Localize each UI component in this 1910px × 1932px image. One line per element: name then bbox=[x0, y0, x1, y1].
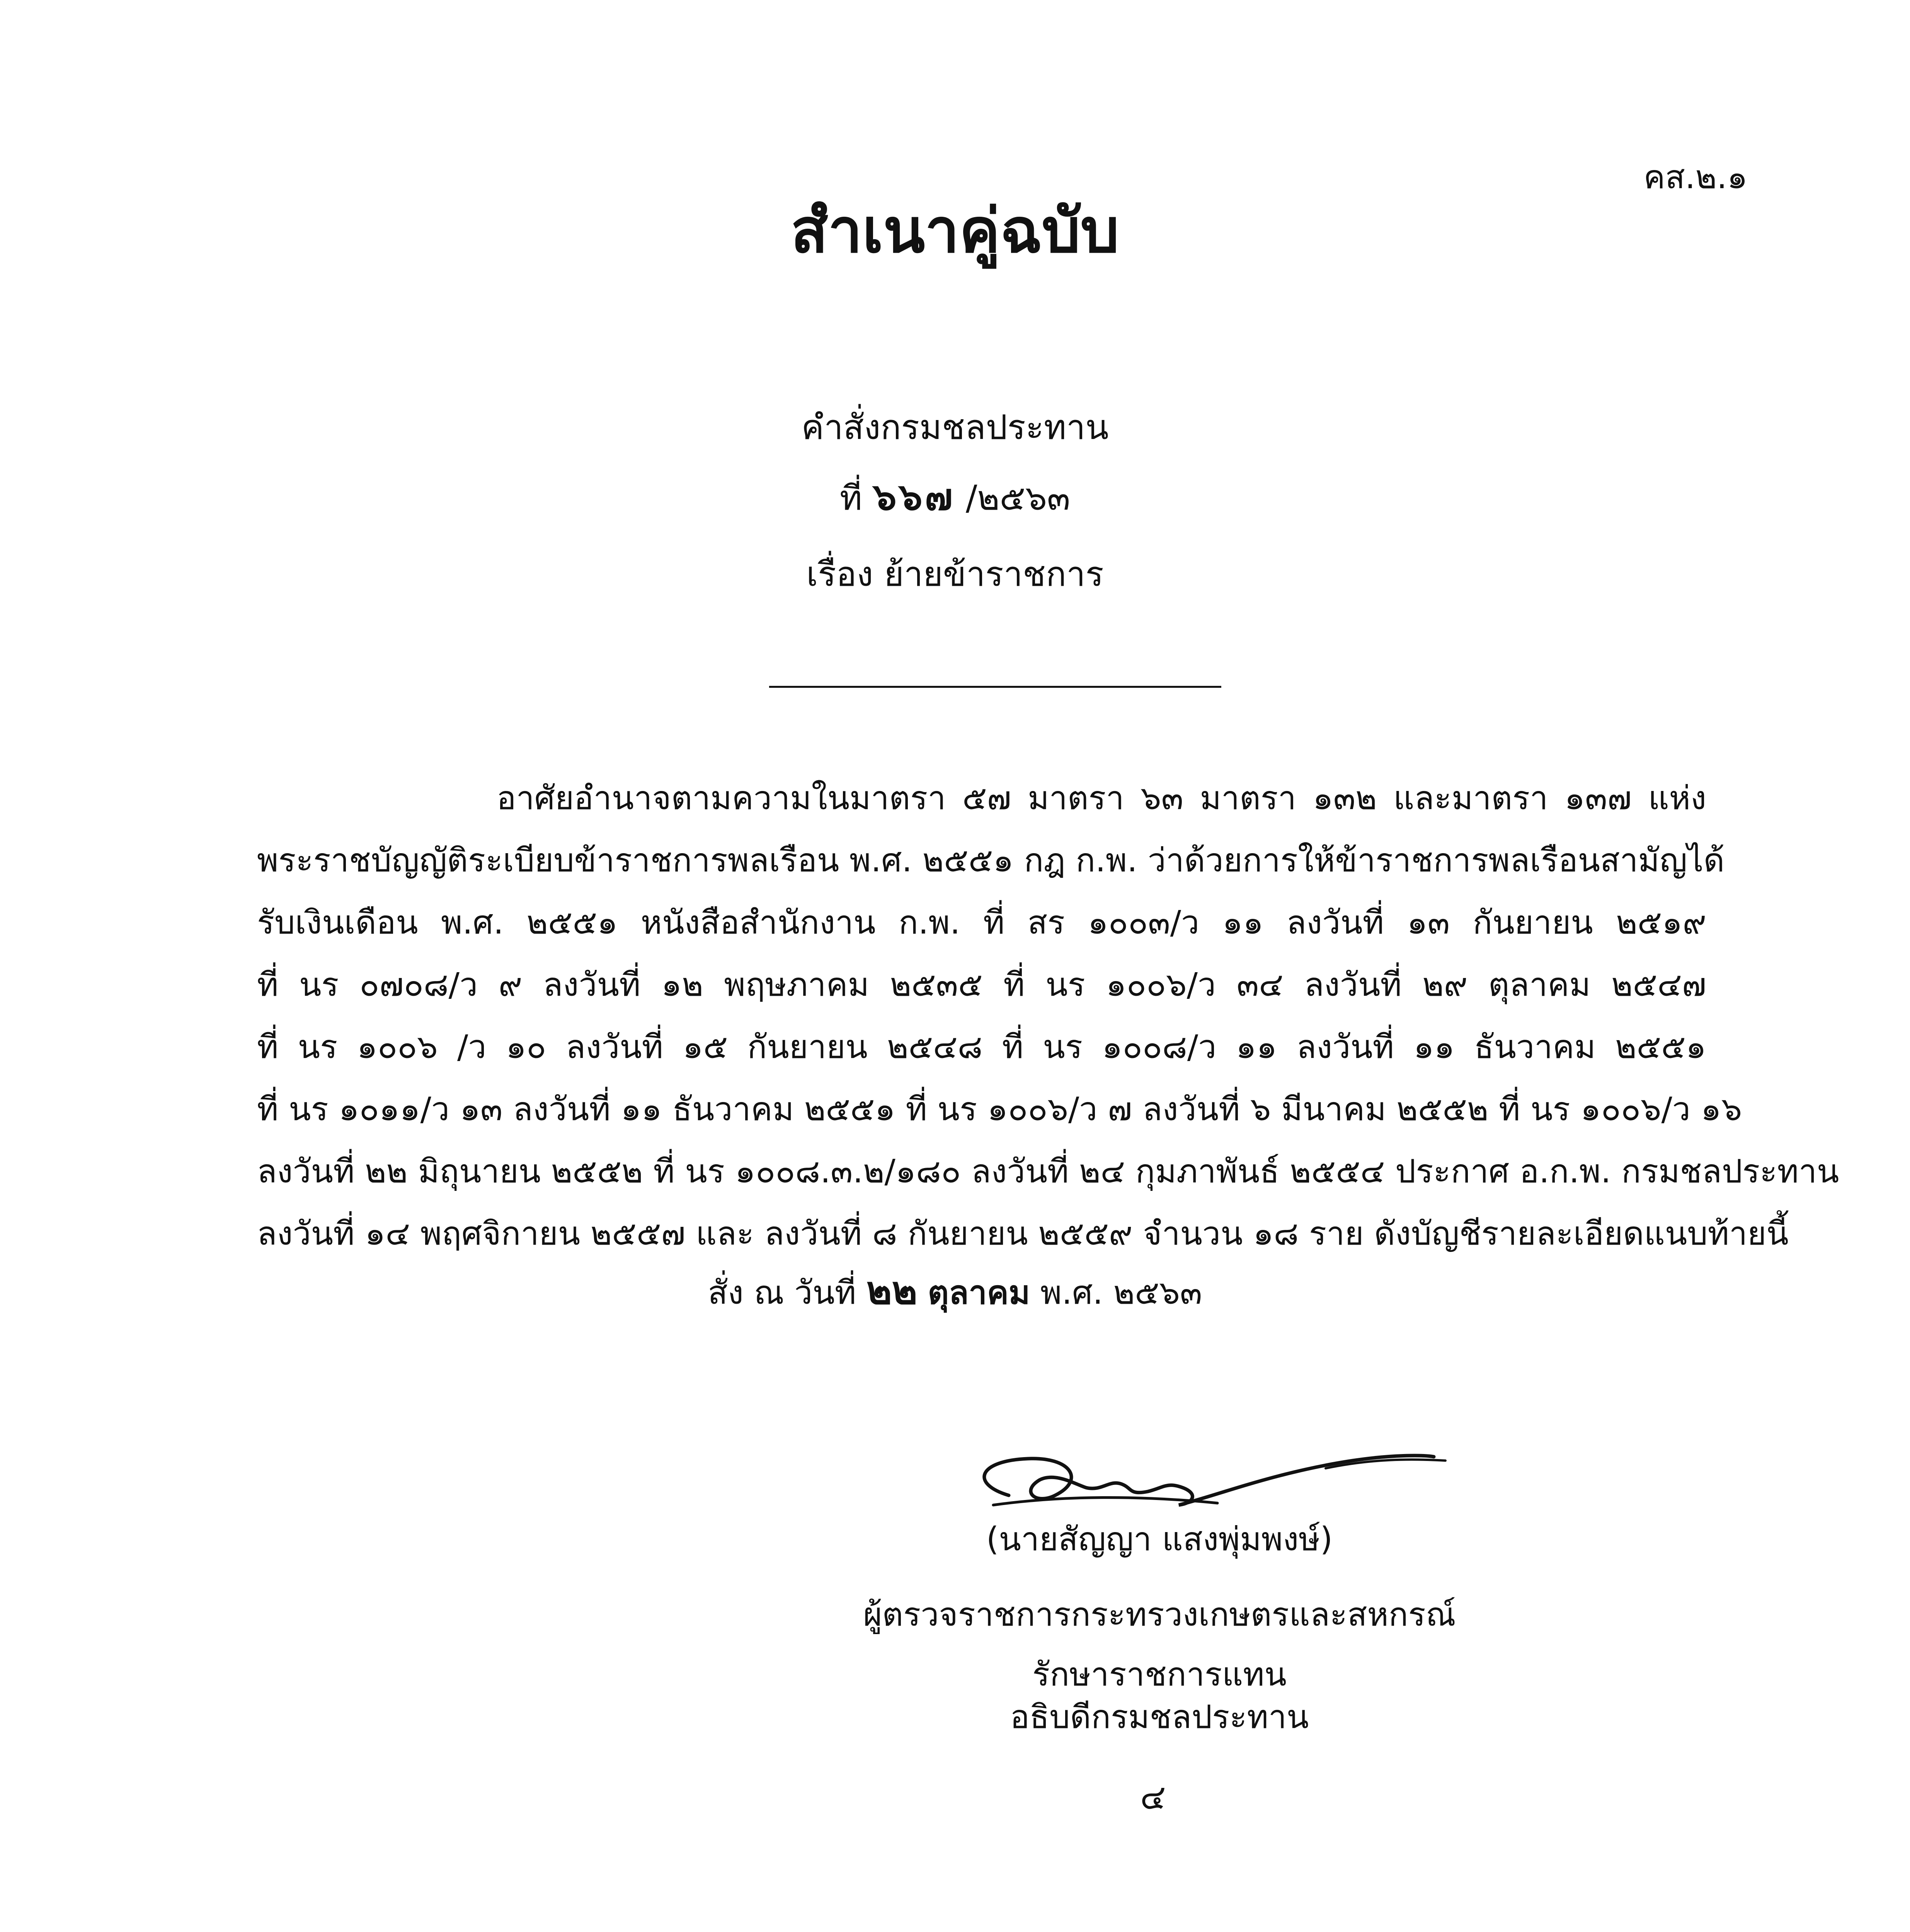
page-mark: ๔ bbox=[1140, 1777, 1166, 1817]
signed-date-month: ตุลาคม bbox=[928, 1273, 1030, 1311]
body-line: ลงวันที่ ๑๔ พฤศจิกายน ๒๕๕๗ และ ลงวันที่ ๘ กันยายน ๒๕๕๙ จำนวน ๑๘ ราย ดังบัญชีรายละเอียดแนบท้ายนี้ bbox=[257, 1214, 1789, 1252]
order-number bbox=[0, 468, 1910, 526]
order-header: คำสั่งกรมชลประทาน bbox=[801, 407, 1109, 447]
order-number-suffix: /๒๕๖๓ bbox=[965, 478, 1071, 518]
signer-position: ผู้ตรวจราชการกระทรวงเกษตรและสหกรณ์ bbox=[863, 1595, 1456, 1633]
signed-date-prefix: สั่ง ณ วันที่ bbox=[708, 1274, 856, 1311]
body-line: รับเงินเดือน พ.ศ. ๒๕๕๑ หนังสือสำนักงาน ก.พ. ที่ สร ๑๐๐๓/ว ๑๑ ลงวันที่ ๑๓ กันยายน ๒๕๑๙ bbox=[257, 903, 1706, 941]
body-line: ที่ นร ๑๐๑๑/ว ๑๓ ลงวันที่ ๑๑ ธันวาคม ๒๕๕๑ ที่ นร ๑๐๐๖/ว ๗ ลงวันที่ ๖ มีนาคม ๒๕๕๒ ที่ นร ๑๐๐๖/ว ๑๖ bbox=[257, 1090, 1742, 1128]
signed-date bbox=[0, 1260, 1910, 1321]
body-line: ที่ นร ๐๗๐๘/ว ๙ ลงวันที่ ๑๒ พฤษภาคม ๒๕๓๕ ที่ นร ๑๐๐๖/ว ๓๔ ลงวันที่ ๒๙ ตุลาคม ๒๕๔๗ bbox=[257, 966, 1706, 1003]
signed-date-day: ๒๒ bbox=[866, 1267, 918, 1313]
signer-acting: รักษาราชการแทน bbox=[1032, 1655, 1287, 1693]
signer-name: (นายสัญญา แสงพุ่มพงษ์) bbox=[986, 1520, 1333, 1558]
body-line: พระราชบัญญัติระเบียบข้าราชการพลเรือน พ.ศ. ๒๕๕๑ กฎ ก.พ. ว่าด้วยการให้ข้าราชการพลเรือนสามัญได้ bbox=[257, 841, 1725, 879]
order-subject: เรื่อง ย้ายข้าราชการ bbox=[806, 554, 1104, 594]
order-number-handwritten: ๖๖๗ bbox=[873, 475, 955, 519]
signer-title: อธิบดีกรมชลประทาน bbox=[1010, 1698, 1309, 1736]
body-line: ที่ นร ๑๐๐๖ /ว ๑๐ ลงวันที่ ๑๕ กันยายน ๒๕๔๘ ที่ นร ๑๐๐๘/ว ๑๑ ลงวันที่ ๑๑ ธันวาคม ๒๕๕๑ bbox=[257, 1028, 1706, 1066]
title-divider bbox=[769, 686, 1221, 688]
order-number-prefix: ที่ bbox=[839, 478, 862, 518]
body-line: อาศัยอำนาจตามความในมาตรา ๕๗ มาตรา ๖๓ มาตรา ๑๓๒ และมาตรา ๑๓๗ แห่ง bbox=[497, 779, 1706, 817]
signed-date-suffix: พ.ศ. ๒๕๖๓ bbox=[1040, 1274, 1202, 1311]
order-body bbox=[257, 767, 1839, 1265]
form-code: คส.๒.๑ bbox=[1643, 158, 1748, 196]
document-title: สำเนาคู่ฉบับ bbox=[791, 196, 1119, 267]
body-line: ลงวันที่ ๒๒ มิถุนายน ๒๕๕๒ ที่ นร ๑๐๐๘.๓.๒/๑๘๐ ลงวันที่ ๒๔ กุมภาพันธ์ ๒๕๕๔ ประกาศ อ.ก.พ. กรมชลประทาน bbox=[257, 1152, 1839, 1190]
